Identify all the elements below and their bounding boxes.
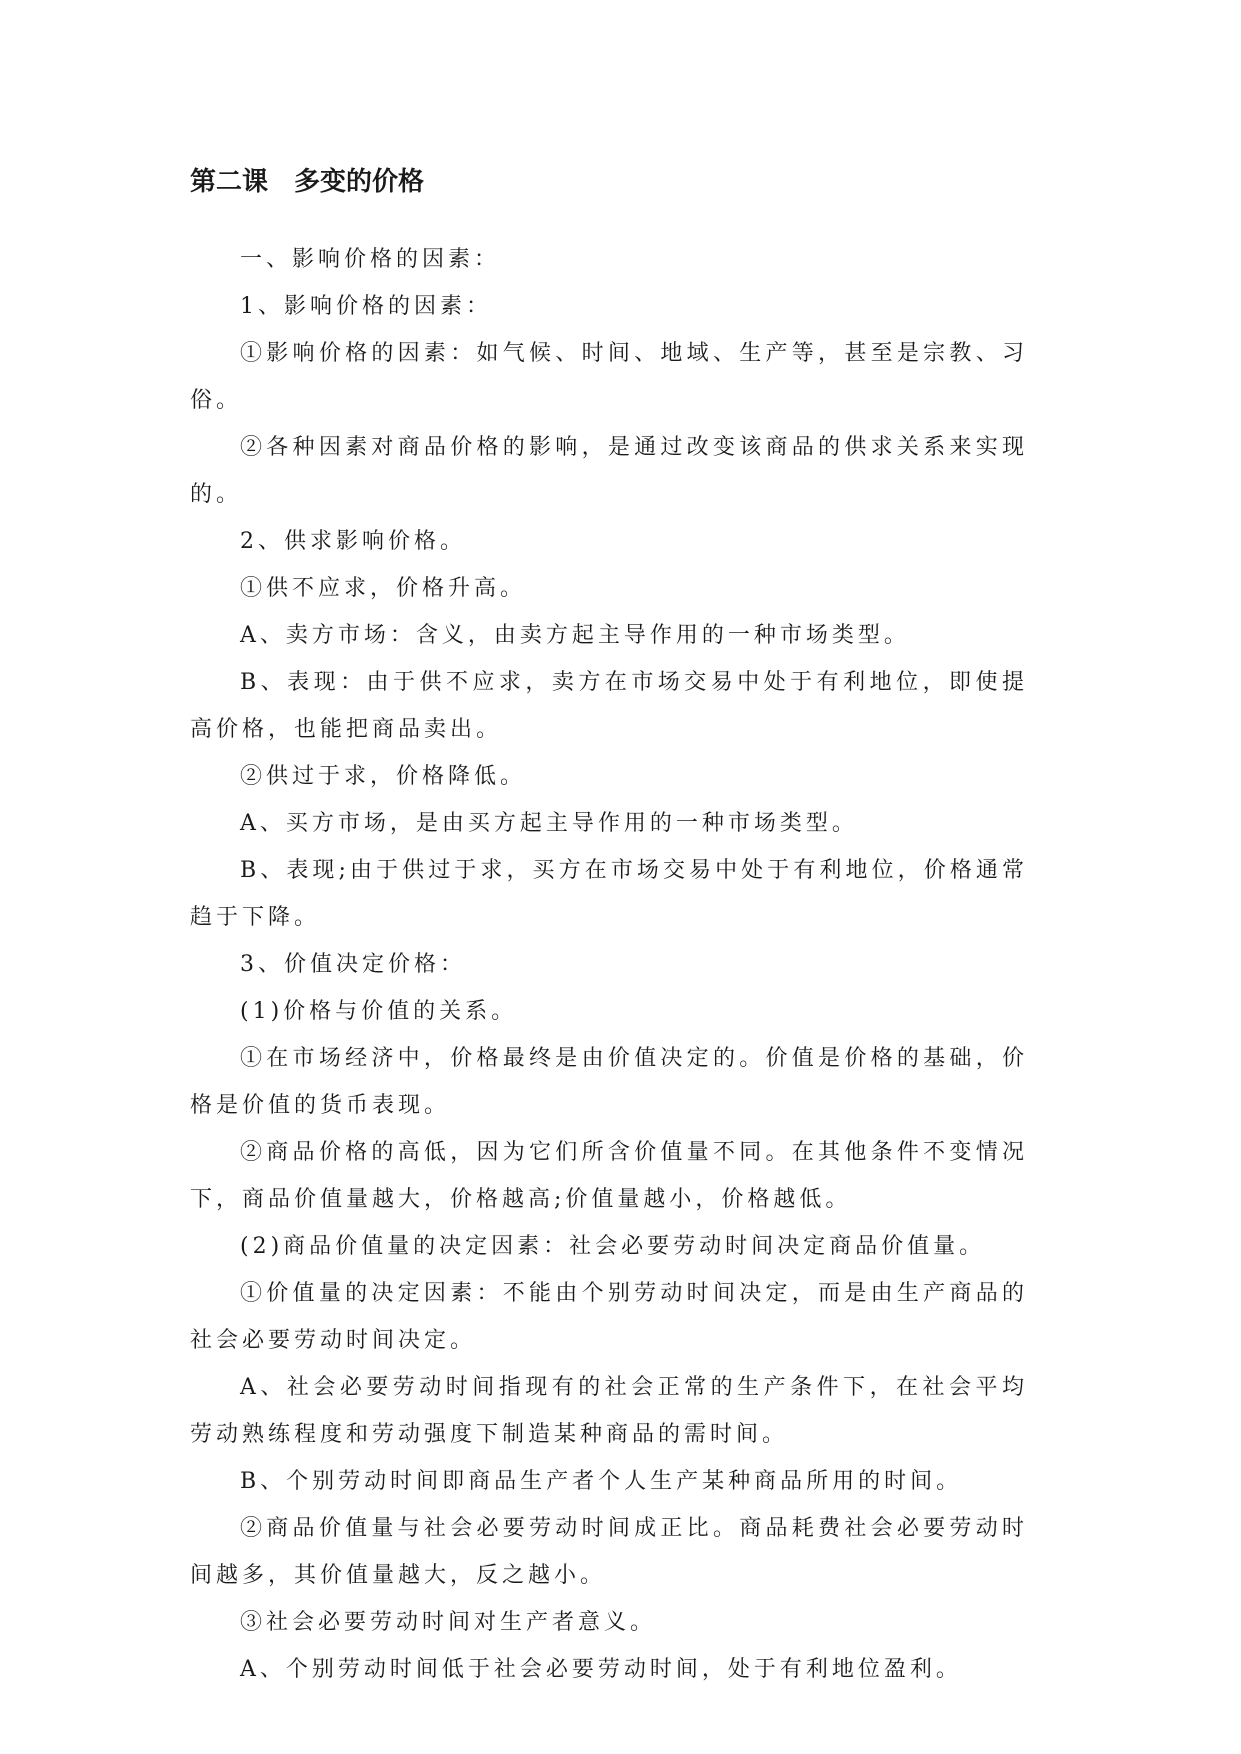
paragraph: ②供过于求，价格降低。 [240,764,527,789]
paragraph: 3、价值决定价格： [240,952,466,977]
paragraph: ②各种因素对商品价格的影响，是通过改变该商品的供求关系来实现的。 [190,435,1028,507]
paragraph: ②商品价值量与社会必要劳动时间成正比。商品耗费社会必要劳动时间越多，其价值量越大，反之越小。 [190,1516,1028,1588]
paragraph: B、表现：由于供不应求，卖方在市场交易中处于有利地位，即使提高价格，也能把商品卖出。 [190,670,1028,742]
paragraph: ②商品价格的高低，因为它们所含价值量不同。在其他条件不变情况下，商品价值量越大，价格越高;价值量越小，价格越低。 [190,1140,1028,1212]
lesson-title: 第二课 多变的价格 [190,167,425,197]
paragraph: 1、影响价格的因素： [240,294,492,319]
paragraph: 2、供求影响价格。 [240,529,466,554]
document-body [190,236,1028,1693]
paragraph: (1)价格与价值的关系。 [240,999,518,1024]
paragraph: ①在市场经济中，价格最终是由价值决定的。价值是价格的基础，价格是价值的货币表现。 [190,1046,1028,1118]
paragraph: ①价值量的决定因素：不能由个别劳动时间决定，而是由生产商品的社会必要劳动时间决定。 [190,1281,1028,1353]
paragraph: ①供不应求，价格升高。 [240,576,527,601]
paragraph: A、买方市场，是由买方起主导作用的一种市场类型。 [240,811,858,836]
paragraph: A、卖方市场：含义，由卖方起主导作用的一种市场类型。 [240,623,910,648]
paragraph: ①影响价格的因素：如气候、时间、地域、生产等，甚至是宗教、习俗。 [190,341,1028,413]
paragraph: (2)商品价值量的决定因素：社会必要劳动时间决定商品价值量。 [240,1234,986,1259]
paragraph: 一、影响价格的因素： [240,247,501,272]
paragraph: B、表现;由于供过于求，买方在市场交易中处于有利地位，价格通常趋于下降。 [190,858,1028,930]
paragraph: A、社会必要劳动时间指现有的社会正常的生产条件下，在社会平均劳动熟练程度和劳动强度下制造某种商品的需时间。 [190,1375,1028,1447]
paragraph: B、个别劳动时间即商品生产者个人生产某种商品所用的时间。 [240,1469,963,1494]
paragraph: A、个别劳动时间低于社会必要劳动时间，处于有利地位盈利。 [240,1657,962,1682]
paragraph: ③社会必要劳动时间对生产者意义。 [240,1610,657,1635]
